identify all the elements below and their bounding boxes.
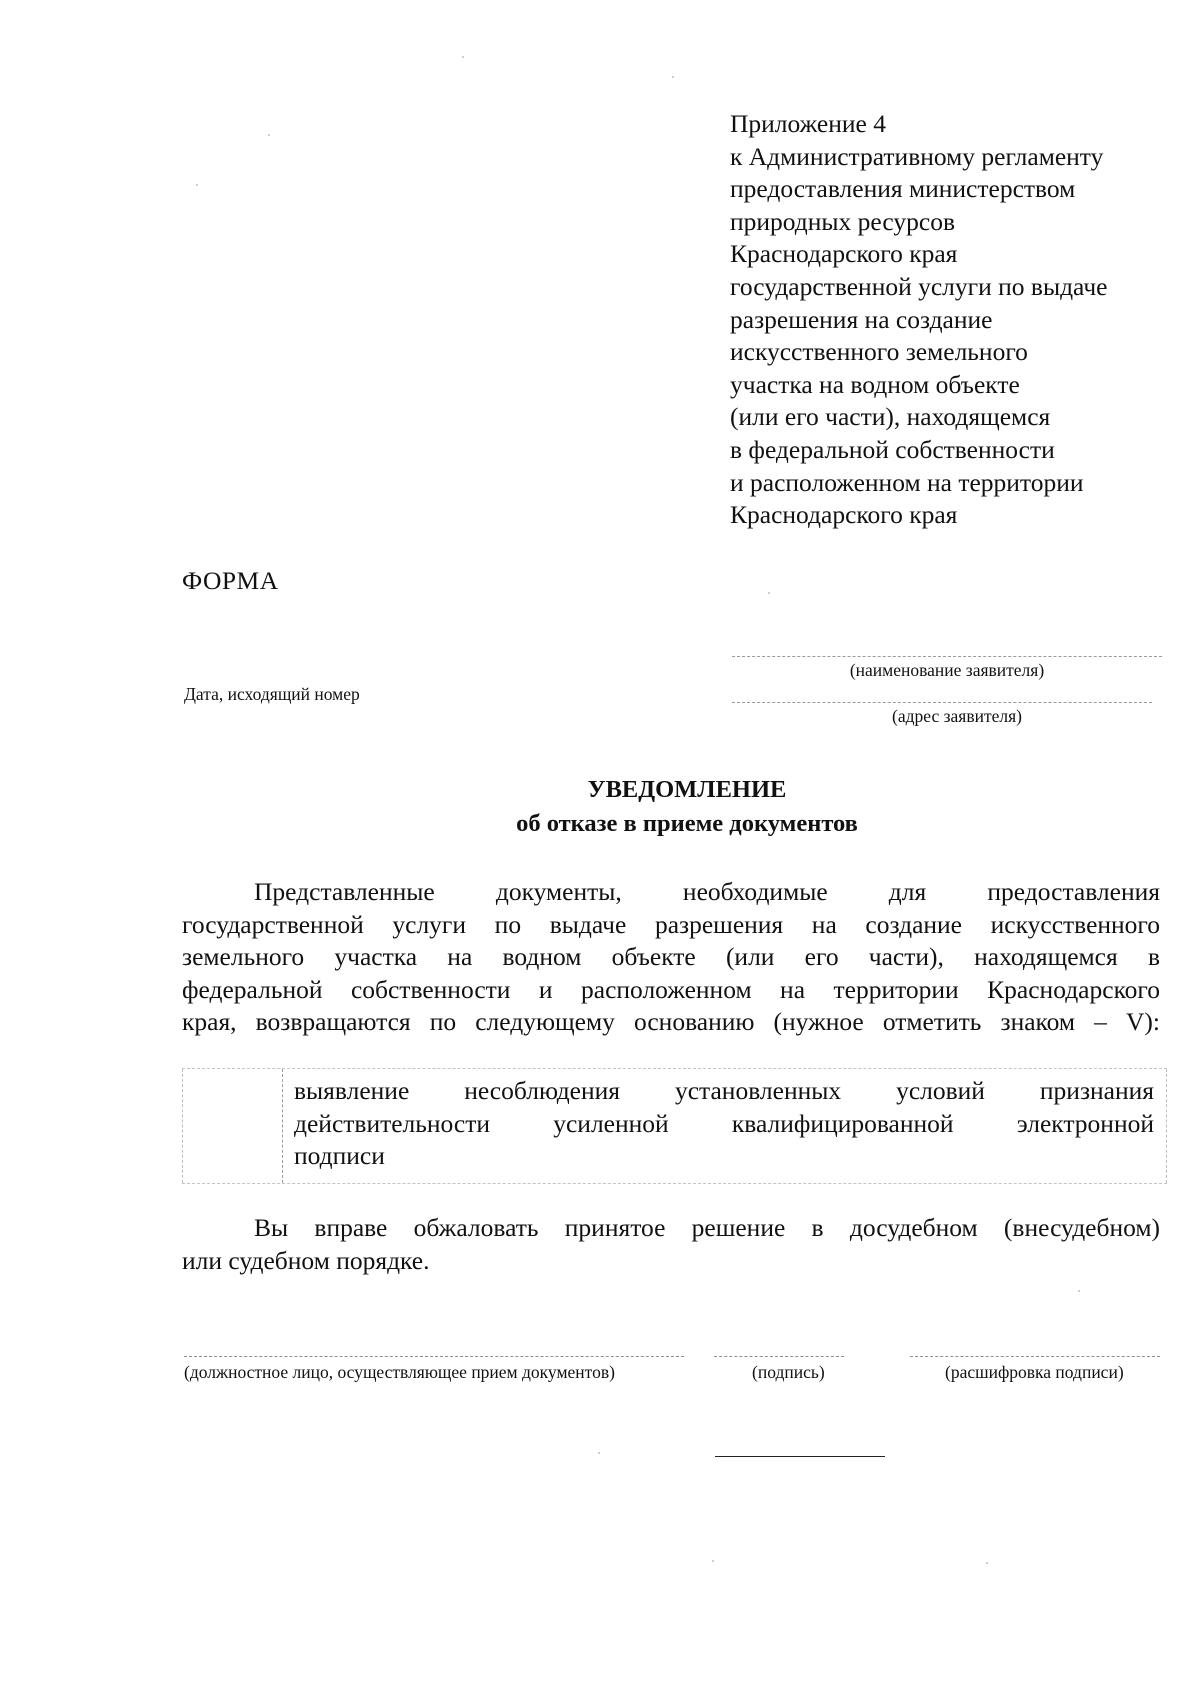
appendix-line: Краснодарского края — [730, 500, 958, 530]
appendix-line: и расположенном на территории — [730, 467, 1084, 497]
reason-cell-divider — [282, 1069, 283, 1183]
signature-caption: (подпись) — [752, 1362, 825, 1382]
body-paragraph — [182, 876, 1160, 1039]
body-line: Представленные документы, необходимые для предоставления — [254, 877, 1160, 906]
scan-speck — [462, 56, 464, 58]
scan-speck — [1078, 1290, 1080, 1292]
scan-speck — [986, 1562, 988, 1564]
scan-speck — [268, 134, 270, 136]
reason-line: действительности усиленной квалифицированной электронной — [294, 1108, 1154, 1138]
appendix-line: в федеральной собственности — [730, 434, 1055, 464]
reason-table-edge — [1166, 1069, 1167, 1183]
scan-speck — [768, 592, 770, 594]
body-line: края, возвращаются по следующему основанию (нужное отметить знаком – V): — [182, 1007, 1160, 1037]
scan-speck — [196, 184, 198, 186]
reason-line: выявление несоблюдения установленных условий признания — [294, 1076, 1154, 1105]
appeal-paragraph — [182, 1212, 1160, 1277]
appendix-line: искусственного земельного — [730, 337, 1028, 367]
body-line: земельного участка на водном объекте (или его части), находящемся в — [182, 942, 1160, 972]
appendix-line: разрешения на создание — [730, 304, 993, 334]
appendix-header — [730, 108, 1180, 532]
appeal-line: Вы вправе обжаловать принятое решение в досудебном (внесудебном) — [254, 1213, 1160, 1242]
reason-text — [294, 1075, 1154, 1173]
decoding-caption: (расшифровка подписи) — [945, 1362, 1124, 1382]
appendix-line: участка на водном объекте — [730, 369, 1020, 399]
appendix-line: Краснодарского края — [730, 239, 958, 269]
applicant-address-caption: (адрес заявителя) — [892, 706, 1022, 726]
scan-speck — [712, 1560, 714, 1562]
applicant-name-line[interactable] — [732, 656, 1162, 657]
decoding-line[interactable] — [910, 1356, 1160, 1357]
scan-speck — [598, 1452, 600, 1454]
appendix-line: (или его части), находящемся — [730, 402, 1051, 432]
document-subtitle: об отказе в приеме документов — [516, 810, 858, 837]
appendix-line: Приложение 4 — [730, 109, 886, 138]
reason-table — [182, 1068, 1167, 1184]
end-divider — [715, 1456, 885, 1457]
official-line[interactable] — [184, 1356, 684, 1357]
signature-line[interactable] — [714, 1356, 844, 1357]
date-number-label: Дата, исходящий номер — [184, 684, 360, 704]
form-label: ФОРМА — [182, 566, 279, 595]
reason-line: подписи — [294, 1141, 385, 1171]
document-title: УВЕДОМЛЕНИЕ — [587, 776, 787, 803]
body-line: государственной услуги по выдаче разрешения на создание искусственного — [182, 909, 1160, 939]
applicant-name-caption: (наименование заявителя) — [849, 660, 1045, 680]
appendix-line: к Административному регламенту — [730, 141, 1104, 171]
body-line: федеральной собственности и расположенном на территории Краснодарского — [182, 974, 1160, 1004]
official-caption: (должностное лицо, осуществляющее прием документов) — [184, 1362, 615, 1382]
appendix-line: предоставления министерством — [730, 174, 1076, 204]
applicant-address-line[interactable] — [732, 702, 1152, 703]
reason-checkbox-cell[interactable] — [182, 1069, 283, 1183]
appeal-line: или судебном порядке. — [182, 1245, 430, 1275]
appendix-line: государственной услуги по выдаче — [730, 271, 1108, 301]
scan-speck — [672, 76, 674, 78]
appendix-line: природных ресурсов — [730, 206, 955, 236]
